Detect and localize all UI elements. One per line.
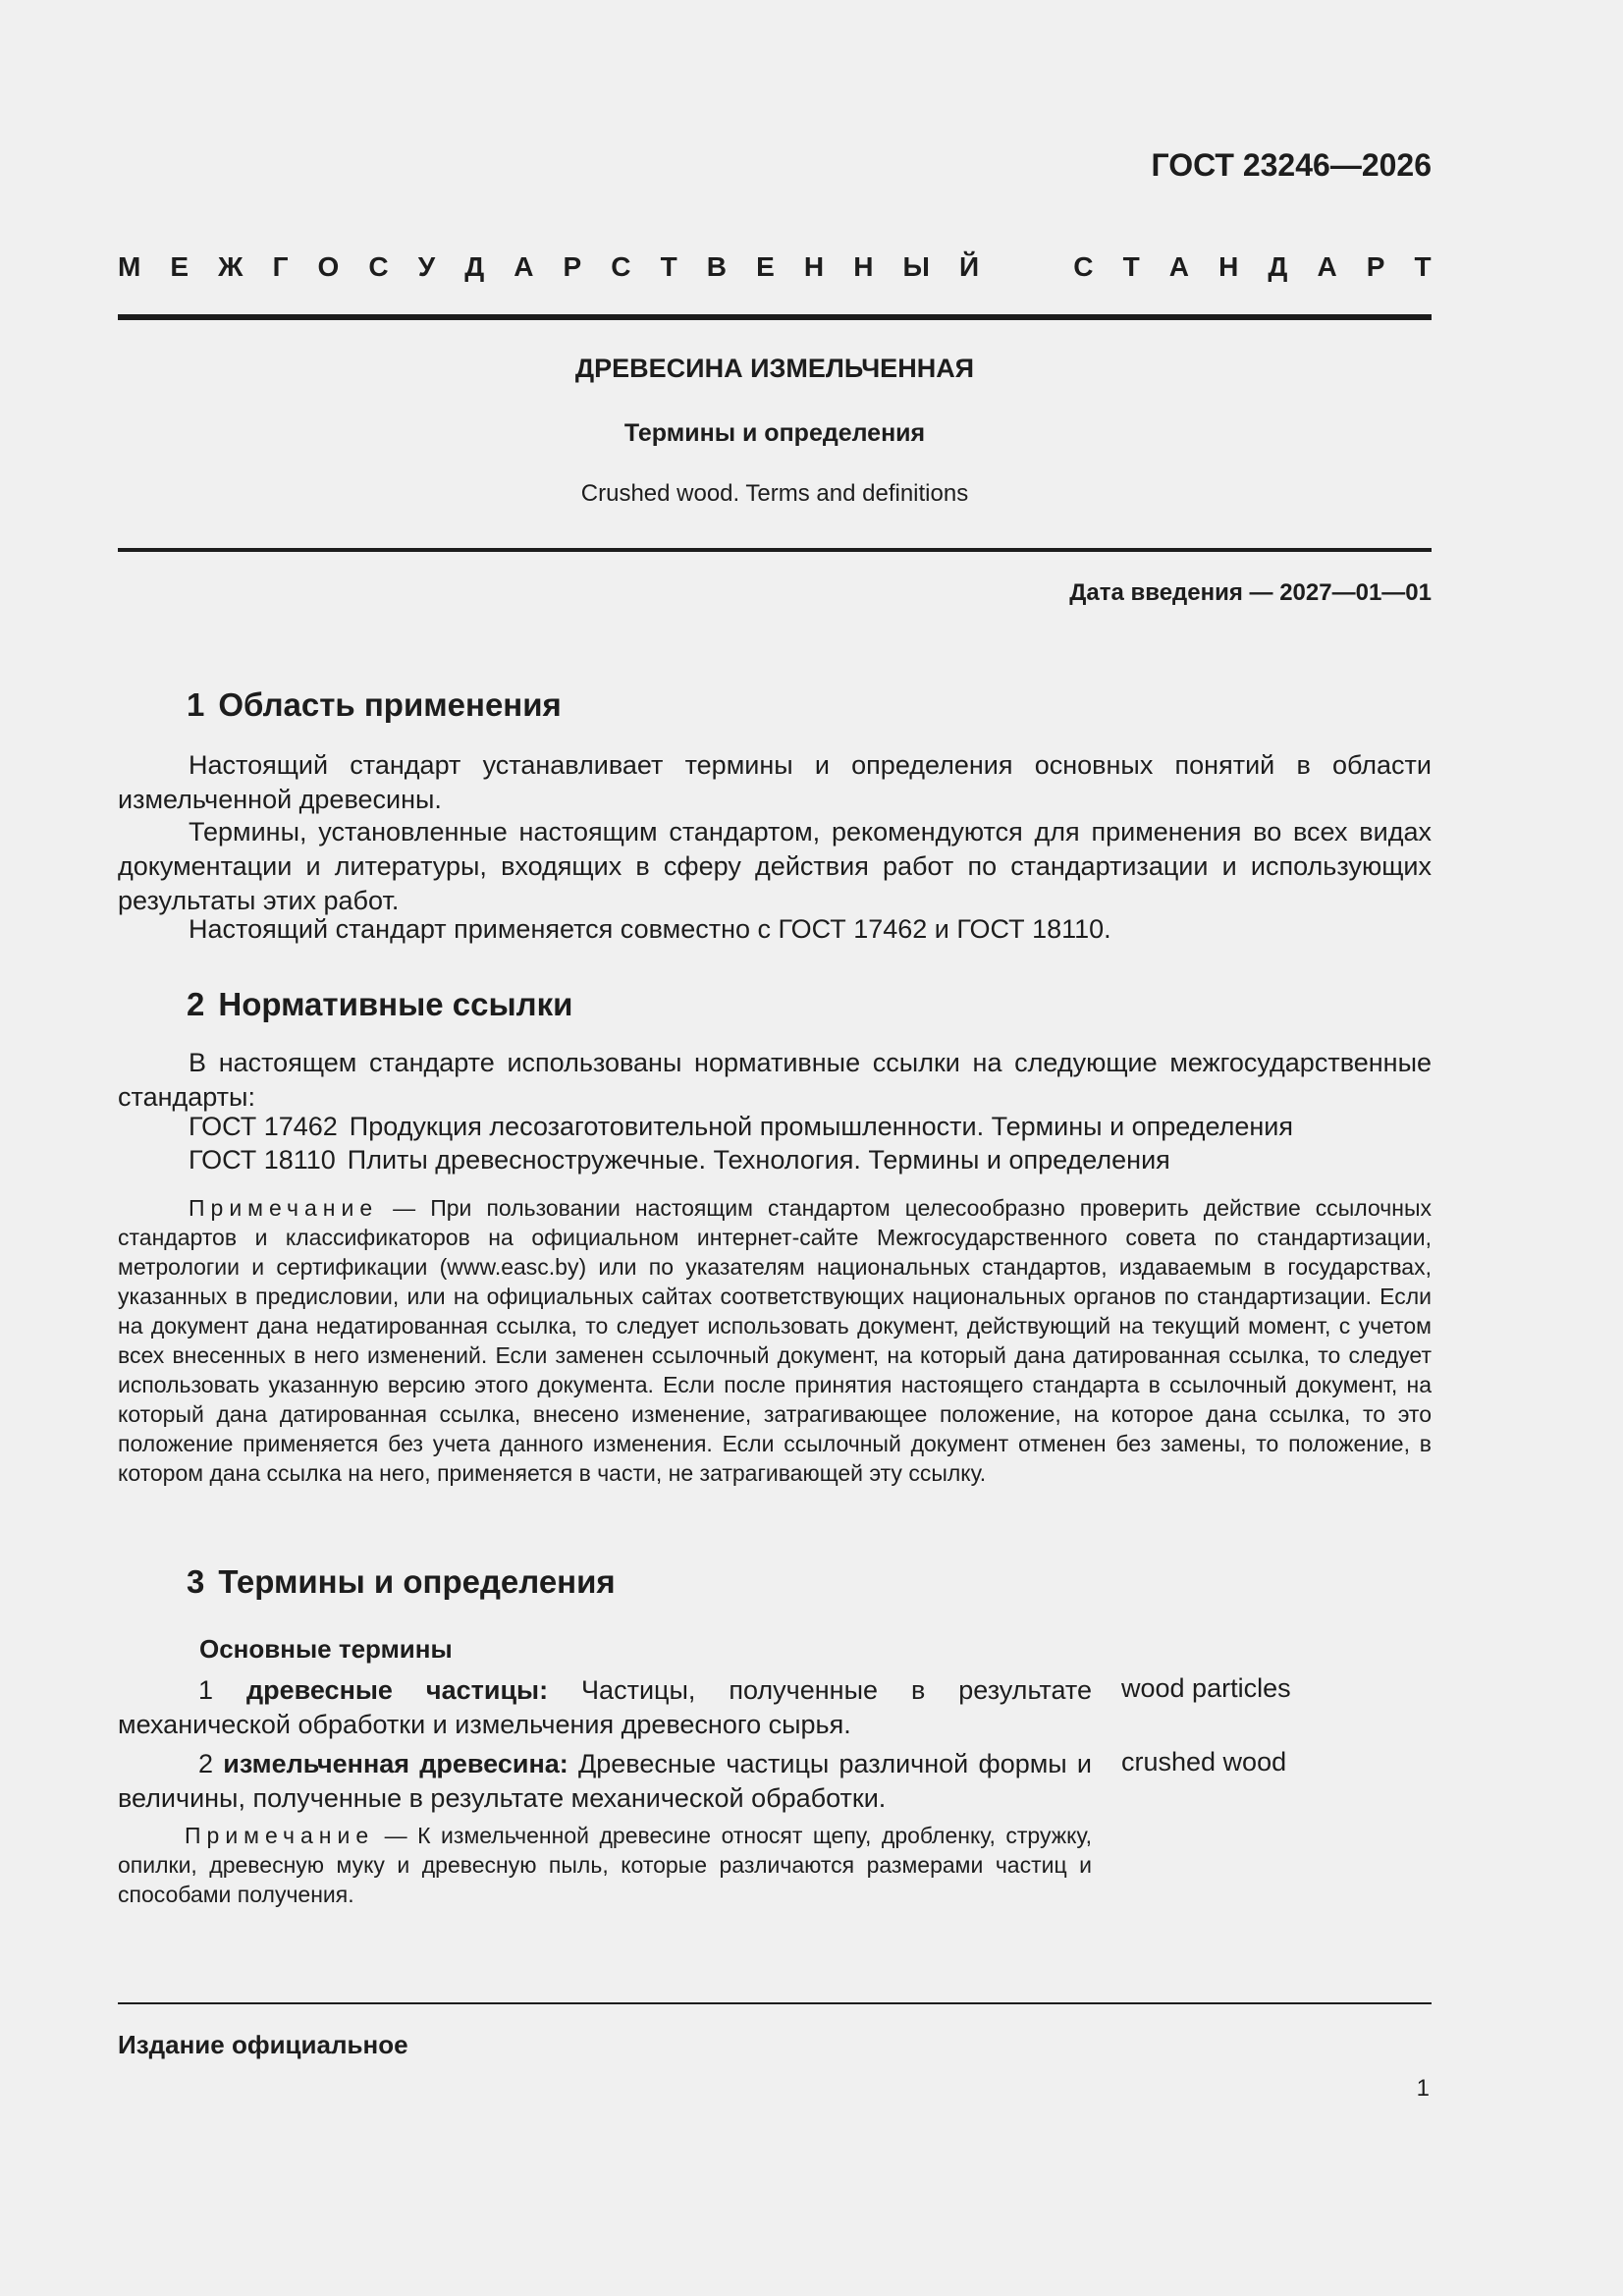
standard-type-letter: Т [660,251,677,282]
page-number: 1 [1416,2075,1430,2102]
standard-type-letter: С [1073,251,1094,282]
references-intro: В настоящем стандарте использованы нормативные ссылки на следующие межгосударственные стандарты: [118,1048,1432,1112]
document-title-english: Crushed wood. Terms and definitions [580,480,969,507]
standard-type-letter: Е [756,251,775,282]
title-rule [118,548,1432,552]
term-name: измельченная древесина: [223,1749,568,1778]
term-entry [118,1747,1092,1816]
standard-type-letter: Д [1268,251,1288,282]
terms-subheading: Основные термины [199,1634,453,1664]
scope-paragraph-2: Термины, установленные настоящим стандартом, рекомендуются для применения во всех видах документации и литературы, входящих в сферу действия работ по стандартизации и использующих результаты этих работ. [118,817,1432,915]
standard-type-letter: Е [170,251,189,282]
reference-code: ГОСТ 18110 [189,1145,336,1175]
standard-type-letter: Г [272,251,289,282]
word-gap [1008,251,1044,283]
footer-rule [118,2002,1432,2004]
term-english: crushed wood [1121,1747,1287,1777]
section-title: Нормативные ссылки [218,986,573,1022]
standard-type-letter: А [1168,251,1190,282]
note-label: Примечание [185,1823,375,1848]
standard-type-letter: Т [1414,251,1432,282]
term-name: древесные частицы: [246,1675,549,1705]
section-3-heading [187,1563,616,1601]
standard-type-letter: С [611,251,631,282]
scope-paragraph-3: Настоящий стандарт применяется совместно с ГОСТ 17462 и ГОСТ 18110. [189,914,1111,944]
terms-note [118,1821,1092,1909]
reference-item [189,1145,1170,1175]
document-subtitle: Термины и определения [623,419,926,447]
standard-type-letter: О [317,251,340,282]
standard-type-letter: Р [563,251,582,282]
term-entry [118,1673,1092,1742]
standard-type-letter: У [417,251,436,282]
standard-type-letter: Н [1218,251,1239,282]
standard-type-heading [118,251,1432,283]
document-id: ГОСТ 23246—2026 [1151,147,1432,183]
term-definition: Частицы, полученные в результате механической обработки и измельчения древесного сырья. [118,1675,1092,1739]
note-text: — При пользовании настоящим стандартом целесообразно проверить действие ссылочных стандартов и классификаторов на официальном интернет-сайте Межгосударственного совета по стандартизации, метрологии и сертификации (www.easc.by) или по указателям национальных стандартов, издаваемым в государствах, указанных в предисловии, или на официальных сайтах соответствующих национальных органов по стандартизации. Если на документ дана недатированная ссылка, то следует использовать документ, действующий на текущий момент, с учетом всех внесенных в него изменений. Если заменен ссылочный документ, на который дана датированная ссылка, то следует использовать указанную версию этого документа. Если после принятия настоящего стандарта в ссылочный документ, на который дана датированная ссылка, внесено изменение, затрагивающее положение, на которое дана ссылка, то это положение применяется без учета данного изменения. Если ссылочный документ отменен без замены, то положение, в котором дана ссылка на него, применяется в части, не затрагивающей эту ссылку. [118,1195,1432,1486]
standard-type-letter: Й [959,251,980,282]
section-title: Термины и определения [218,1563,616,1600]
standard-type-letter: Ы [902,251,930,282]
note-text: — К измельченной древесине относят щепу, дробленку, стружку, опилки, древесную муку и древесную пыль, которые различаются размерами частиц и способами получения. [118,1823,1092,1907]
section-title: Область применения [218,686,562,723]
section-number: 2 [187,986,205,1022]
section-2-heading [187,986,572,1023]
reference-item [189,1112,1293,1142]
reference-title: Плиты древесностружечные. Технология. Термины и определения [347,1145,1170,1175]
standard-type-letter: Ж [218,251,243,282]
note-label: Примечание [189,1195,379,1221]
section-number: 3 [187,1563,205,1600]
standard-type-letter: С [368,251,389,282]
term-number: 2 [198,1749,214,1778]
section-1-heading [187,686,562,724]
document-title: ДРЕВЕСИНА ИЗМЕЛЬЧЕННАЯ [574,354,975,383]
standard-type-letter: М [118,251,141,282]
standard-type-letter: Н [803,251,825,282]
reference-code: ГОСТ 17462 [189,1112,338,1141]
standard-type-letter: Т [1122,251,1140,282]
header-rule [118,314,1432,320]
standard-type-letter: Д [464,251,485,282]
official-edition-label: Издание официальное [118,2030,408,2059]
standard-type-letter: В [706,251,728,282]
references-note [118,1193,1432,1488]
term-definition: Древесные частицы различной формы и величины, полученные в результате механической обработки. [118,1749,1092,1813]
standard-type-letter: Н [853,251,874,282]
section-number: 1 [187,686,205,723]
term-number: 1 [198,1675,214,1705]
standard-type-letter: А [514,251,534,282]
reference-title: Продукция лесозаготовительной промышленности. Термины и определения [349,1112,1293,1141]
standard-type-letter: Р [1366,251,1385,282]
standard-type-letter: А [1317,251,1337,282]
introduction-date: Дата введения — 2027—01—01 [1069,579,1432,606]
scope-paragraph-1: Настоящий стандарт устанавливает термины и определения основных понятий в области измельченной древесины. [118,750,1432,814]
term-english: wood particles [1121,1673,1291,1703]
